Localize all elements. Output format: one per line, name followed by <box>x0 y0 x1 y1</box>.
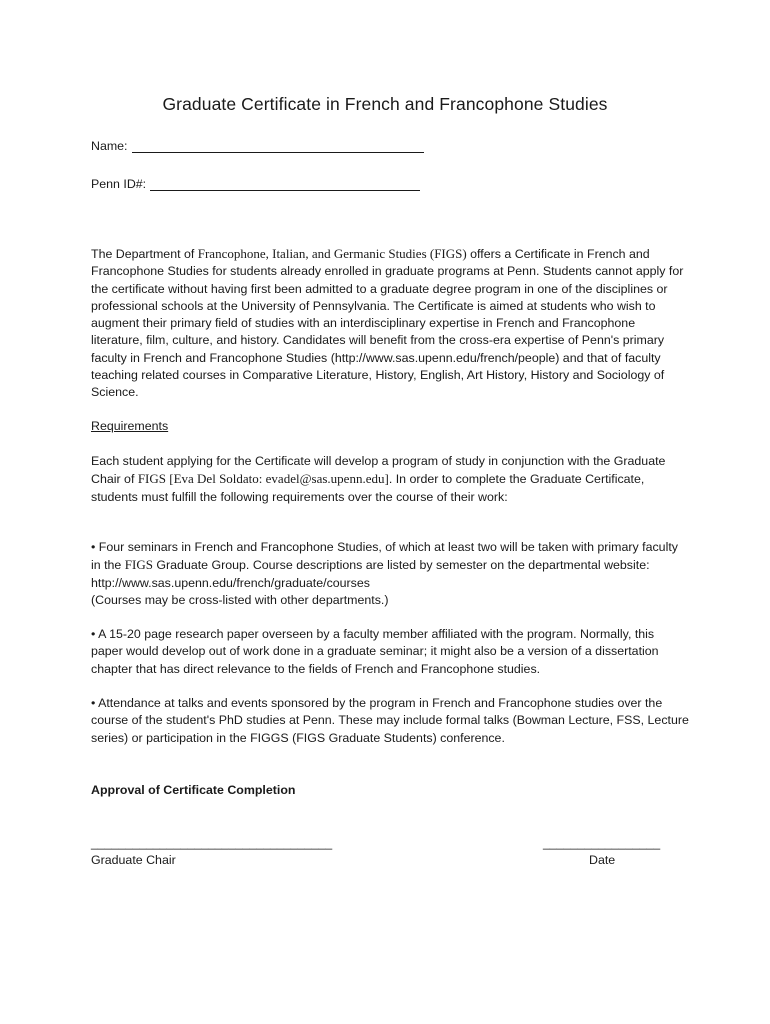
name-blank-line[interactable] <box>132 140 424 153</box>
penn-id-blank-line[interactable] <box>150 178 420 191</box>
seminars-figs: FIGS <box>124 557 153 573</box>
name-field <box>91 139 424 153</box>
intro-paragraph <box>91 245 689 402</box>
requirements-intro-text-1: Each student applying for the Certificate will develop a program of study in conjunction with the Graduate Chair of <box>91 454 666 487</box>
document-title: Graduate Certificate in French and Francophone Studies <box>162 94 608 114</box>
penn-id-label: Penn ID#: <box>91 177 147 191</box>
date-signature-line[interactable]: _________________ <box>543 836 661 850</box>
penn-id-field <box>91 177 420 191</box>
requirement-item-seminars <box>91 539 689 609</box>
graduate-chair-label: Graduate Chair <box>91 853 176 867</box>
requirements-intro-text-2: . In order to complete the Graduate Certificate, students must fulfill the following requirements over the course of their work: <box>91 472 645 504</box>
requirements-intro <box>91 453 689 506</box>
requirement-item-paper: • A 15-20 page research paper overseen by a faculty member affiliated with the program. Normally, this paper would develop out of work done in a graduate seminar; it might also be a version of a dissertation chapter that has direct relevance to the fields of French and Francophone studies. <box>91 627 659 676</box>
seminars-text-2: Graduate Group. Course descriptions are listed by semester on the departmental website: http://www.sas.upenn.edu/french/graduate/courses <box>91 558 650 590</box>
graduate-chair-contact: FIGS [Eva Del Soldato: evadel@sas.upenn.edu] <box>137 471 389 487</box>
intro-department-name: Francophone, Italian, and Germanic Studies (FIGS) <box>197 246 467 261</box>
seminars-text-1: • Four seminars in French and Francophone Studies, of which at least two will be taken with primary faculty in the <box>91 540 678 573</box>
requirement-item-attendance: • Attendance at talks and events sponsored by the program in French and Francophone studies over the course of the student's PhD studies at Penn. These may include formal talks (Bowman Lecture, FSS, Lecture series) or participation in the FIGGS (FIGS Graduate Students) conference. <box>91 696 689 745</box>
intro-text-2: offers a Certificate in French and Francophone Studies for students already enrolled in graduate programs at Penn. Students cannot apply for the certificate without having first been admitted to a graduate degree program in one of the disciplines or professional schools at the University of Pennsylvania. The Certificate is aimed at students who wish to augment their primary field of studies with an interdisciplinary expertise in French and Francophone literature, film, culture, and history. Candidates will benefit from the cross-era expertise of Penn's primary faculty in French and Francophone Studies (http://www.sas.upenn.edu/french/people) and that of faculty teaching related courses in Comparative Literature, History, English, Art History, History and Sociology of Science. <box>91 247 684 400</box>
requirements-heading: Requirements <box>91 419 169 433</box>
intro-text-1: The Department of <box>91 247 198 261</box>
name-label: Name: <box>91 139 128 153</box>
seminars-note: (Courses may be cross-listed with other departments.) <box>91 592 389 607</box>
approval-heading: Approval of Certificate Completion <box>91 783 296 797</box>
graduate-chair-signature-line[interactable]: ___________________________________ <box>91 836 333 850</box>
date-label: Date <box>589 853 616 867</box>
